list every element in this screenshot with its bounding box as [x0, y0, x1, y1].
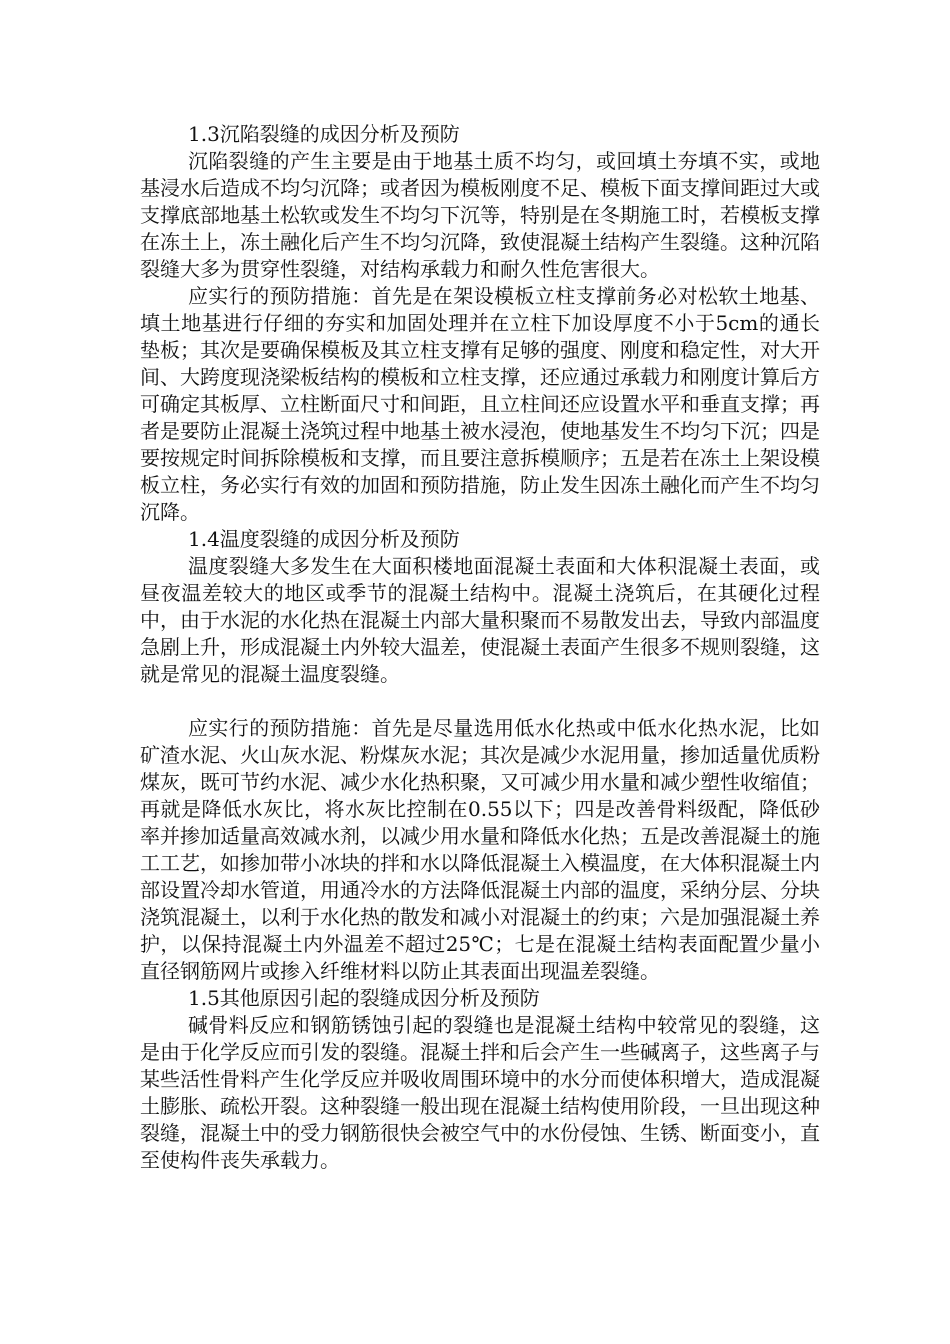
section-heading-1-3: 1.3沉陷裂缝的成因分析及预防 [188, 122, 460, 146]
document-body [140, 121, 820, 1174]
paragraph-temperature-causes: 温度裂缝大多发生在大面积楼地面混凝土表面和大体积混凝土表面，或昼夜温差较大的地区或季节的混凝土结构中。混凝土浇筑后，在其硬化过程中，由于水泥的水化热在混凝土内部大量积聚而不易散发出去，导致内部温度急剧上升，形成混凝土内外较大温差，使混凝土表面产生很多不规则裂缝，这就是常见的混凝土温度裂缝。 [140, 554, 820, 686]
paragraph-settlement-prevention: 应实行的预防措施：首先是在架设模板立柱支撑前务必对松软土地基、填土地基进行仔细的夯实和加固处理并在立柱下加设厚度不小于5cm的通长垫板；其次是要确保模板及其立柱支撑有足够的强度、刚度和稳定性，对大开间、大跨度现浇梁板结构的模板和立柱支撑，还应通过承载力和刚度计算后方可确定其板厚、立柱断面尺寸和间距，且立柱间还应设置水平和垂直支撑；再者是要防止混凝土浇筑过程中地基土被水浸泡，使地基发生不均匀下沉；四是要按规定时间拆除模板和支撑，而且要注意拆模顺序；五是若在冻土上架设模板立柱，务必实行有效的加固和预防措施，防止发生因冻土融化而产生不均匀沉降。 [140, 284, 820, 524]
paragraph-settlement-causes: 沉陷裂缝的产生主要是由于地基土质不均匀，或回填土夯填不实，或地基浸水后造成不均匀沉降；或者因为模板刚度不足、模板下面支撑间距过大或支撑底部地基土松软或发生不均匀下沉等，特别是在冬期施工时，若模板支撑在冻土上，冻土融化后产生不均匀沉降，致使混凝土结构产生裂缝。这种沉陷裂缝大多为贯穿性裂缝，对结构承载力和耐久性危害很大。 [140, 149, 820, 281]
paragraph-temperature-prevention: 应实行的预防措施：首先是尽量选用低水化热或中低水化热水泥，比如矿渣水泥、火山灰水泥、粉煤灰水泥；其次是减少水泥用量，掺加适量优质粉煤灰，既可节约水泥、减少水化热积聚，又可减少用水量和减少塑性收缩值；再就是降低水灰比，将水灰比控制在0.55以下；四是改善骨料级配，降低砂率并掺加适量高效减水剂，以减少用水量和降低水化热；五是改善混凝土的施工工艺，如掺加带小冰块的拌和水以降低混凝土入模温度，在大体积混凝土内部设置冷却水管道，用通冷水的方法降低混凝土内部的温度，采纳分层、分块浇筑混凝土，以利于水化热的散发和减小对混凝土的约束；六是加强混凝土养护，以保持混凝土内外温差不超过25℃；七是在混凝土结构表面配置少量小直径钢筋网片或掺入纤维材料以防止其表面出现温差裂缝。 [140, 716, 820, 983]
section-heading-1-4: 1.4温度裂缝的成因分析及预防 [188, 527, 460, 551]
section-heading-1-5: 1.5其他原因引起的裂缝成因分析及预防 [188, 986, 540, 1010]
paragraph-other-causes: 碱骨料反应和钢筋锈蚀引起的裂缝也是混凝土结构中较常见的裂缝，这是由于化学反应而引发的裂缝。混凝土拌和后会产生一些碱离子，这些离子与某些活性骨料产生化学反应并吸收周围环境中的水分而使体积增大，造成混凝土膨胀、疏松开裂。这种裂缝一般出现在混凝土结构使用阶段，一旦出现这种裂缝，混凝土中的受力钢筋很快会被空气中的水份侵蚀、生锈、断面变小，直至使构件丧失承载力。 [140, 1013, 820, 1172]
